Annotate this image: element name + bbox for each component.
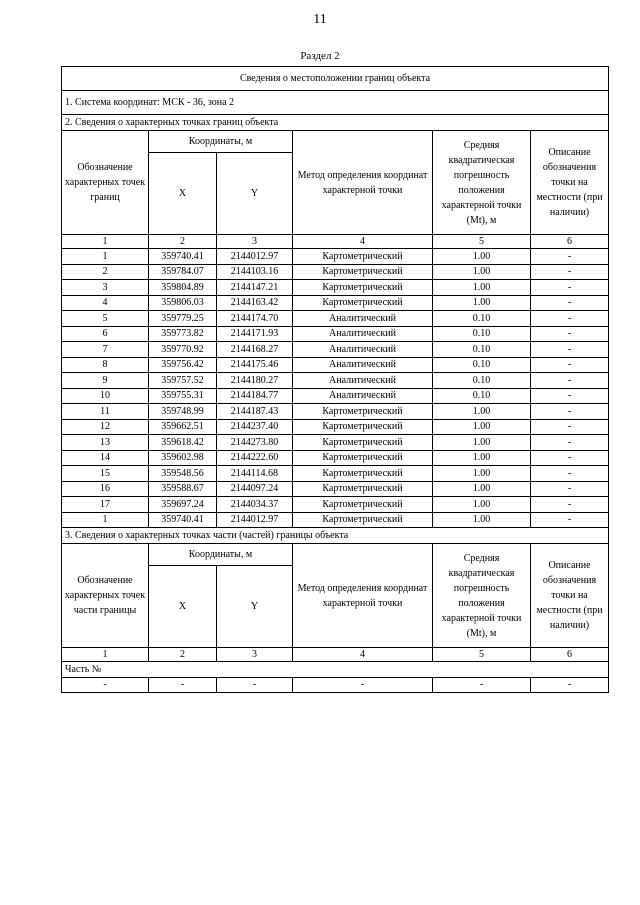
- table-cell: Картометрический: [293, 404, 433, 420]
- header-description: Описание обозначения точки на местности (при наличии): [531, 131, 609, 235]
- column-numbers-row: [62, 235, 609, 249]
- boundary-table: [61, 66, 609, 693]
- table-cell: 359804.89: [149, 280, 217, 296]
- table-cell: 359602.98: [149, 450, 217, 466]
- table-cell: -: [531, 419, 609, 435]
- table-cell: -: [531, 311, 609, 327]
- table-title: Сведения о местоположении границ объекта: [62, 67, 609, 91]
- table-cell: -: [531, 497, 609, 513]
- table-cell: 2144034.37: [217, 497, 293, 513]
- point-row: [62, 466, 609, 482]
- table-cell: -: [531, 249, 609, 265]
- column-number: 6: [531, 648, 609, 662]
- point-row: [62, 450, 609, 466]
- table-cell: -: [217, 677, 293, 693]
- table-cell: 359784.07: [149, 264, 217, 280]
- point-row: [62, 435, 609, 451]
- table-cell: 2144180.27: [217, 373, 293, 389]
- part-header-coords: Координаты, м: [149, 544, 293, 566]
- table-cell: Картометрический: [293, 466, 433, 482]
- table-cell: -: [531, 450, 609, 466]
- table-cell: 7: [62, 342, 149, 358]
- table-cell: -: [531, 481, 609, 497]
- point-row: [62, 404, 609, 420]
- column-number: 1: [62, 235, 149, 249]
- header-method: Метод определения координат характерной точки: [293, 131, 433, 235]
- column-number: 2: [149, 648, 217, 662]
- part-header-error: Средняя квадратическая погрешность положения характерной точки (Mt), м: [433, 544, 531, 648]
- table-cell: -: [531, 264, 609, 280]
- table-cell: 359806.03: [149, 295, 217, 311]
- point-row: [62, 481, 609, 497]
- point-row: [62, 249, 609, 265]
- table-cell: 359618.42: [149, 435, 217, 451]
- point-row: [62, 419, 609, 435]
- point-row: [62, 388, 609, 404]
- table-cell: 15: [62, 466, 149, 482]
- table-cell: 0.10: [433, 311, 531, 327]
- table-cell: Аналитический: [293, 326, 433, 342]
- table-cell: Картометрический: [293, 249, 433, 265]
- table-cell: 1.00: [433, 249, 531, 265]
- points-heading: 2. Сведения о характерных точках границ объекта: [62, 115, 609, 131]
- table-cell: -: [531, 342, 609, 358]
- table-cell: 1: [62, 512, 149, 528]
- table-cell: 3: [62, 280, 149, 296]
- table-cell: 359756.42: [149, 357, 217, 373]
- table-cell: -: [531, 435, 609, 451]
- table-cell: 2144184.77: [217, 388, 293, 404]
- table-cell: 1.00: [433, 264, 531, 280]
- table-cell: 359548.56: [149, 466, 217, 482]
- table-cell: Картометрический: [293, 497, 433, 513]
- table-cell: 1.00: [433, 450, 531, 466]
- column-number: 3: [217, 235, 293, 249]
- table-cell: 0.10: [433, 373, 531, 389]
- column-number: 1: [62, 648, 149, 662]
- table-cell: 5: [62, 311, 149, 327]
- column-number: 6: [531, 235, 609, 249]
- table-cell: Картометрический: [293, 450, 433, 466]
- table-cell: Картометрический: [293, 419, 433, 435]
- table-cell: 359662.51: [149, 419, 217, 435]
- table-cell: 1.00: [433, 512, 531, 528]
- table-cell: 0.10: [433, 357, 531, 373]
- table-cell: Аналитический: [293, 388, 433, 404]
- table-cell: -: [531, 295, 609, 311]
- table-cell: 2144174.70: [217, 311, 293, 327]
- table-cell: 2144012.97: [217, 512, 293, 528]
- table-cell: -: [149, 677, 217, 693]
- table-cell: Картометрический: [293, 435, 433, 451]
- column-number: 4: [293, 235, 433, 249]
- table-cell: 1.00: [433, 466, 531, 482]
- table-cell: 13: [62, 435, 149, 451]
- table-cell: 2144097.24: [217, 481, 293, 497]
- table-cell: 359588.67: [149, 481, 217, 497]
- point-row: [62, 326, 609, 342]
- point-row: [62, 280, 609, 296]
- table-cell: 2144163.42: [217, 295, 293, 311]
- header-designation: Обозначение характерных точек границ: [62, 131, 149, 235]
- table-cell: 4: [62, 295, 149, 311]
- table-cell: 8: [62, 357, 149, 373]
- table-cell: Аналитический: [293, 357, 433, 373]
- table-cell: 12: [62, 419, 149, 435]
- part-header-x: X: [149, 566, 217, 648]
- table-cell: 6: [62, 326, 149, 342]
- table-cell: 1.00: [433, 435, 531, 451]
- part-row: [62, 677, 609, 693]
- table-cell: -: [433, 677, 531, 693]
- column-number: 5: [433, 235, 531, 249]
- table-cell: -: [531, 388, 609, 404]
- table-cell: Картометрический: [293, 280, 433, 296]
- table-cell: 9: [62, 373, 149, 389]
- table-cell: 359697.24: [149, 497, 217, 513]
- table-cell: 0.10: [433, 388, 531, 404]
- part-header-method: Метод определения координат характерной точки: [293, 544, 433, 648]
- part-label: Часть №: [62, 662, 609, 678]
- point-row: [62, 342, 609, 358]
- table-cell: 2144187.43: [217, 404, 293, 420]
- table-cell: -: [293, 677, 433, 693]
- point-row: [62, 373, 609, 389]
- table-cell: 2144147.21: [217, 280, 293, 296]
- table-cell: Картометрический: [293, 481, 433, 497]
- point-row: [62, 357, 609, 373]
- table-cell: 17: [62, 497, 149, 513]
- table-cell: 359779.25: [149, 311, 217, 327]
- table-cell: 2144273.80: [217, 435, 293, 451]
- column-number: 5: [433, 648, 531, 662]
- header-error: Средняя квадратическая погрешность положения характерной точки (Mt), м: [433, 131, 531, 235]
- table-cell: 2144114.68: [217, 466, 293, 482]
- table-cell: 2144175.46: [217, 357, 293, 373]
- table-cell: -: [531, 512, 609, 528]
- header-x: X: [149, 153, 217, 235]
- table-cell: 2144103.16: [217, 264, 293, 280]
- page-number: 11: [313, 12, 327, 27]
- table-cell: 359740.41: [149, 249, 217, 265]
- table-cell: 2144012.97: [217, 249, 293, 265]
- table-cell: -: [531, 357, 609, 373]
- table-cell: -: [531, 677, 609, 693]
- table-cell: 1.00: [433, 404, 531, 420]
- table-cell: 359755.31: [149, 388, 217, 404]
- table-cell: -: [62, 677, 149, 693]
- point-row: [62, 295, 609, 311]
- table-cell: -: [531, 404, 609, 420]
- table-cell: 1.00: [433, 419, 531, 435]
- table-cell: 359757.52: [149, 373, 217, 389]
- table-cell: 10: [62, 388, 149, 404]
- table-cell: 0.10: [433, 342, 531, 358]
- table-cell: Аналитический: [293, 342, 433, 358]
- part-header-description: Описание обозначения точки на местности (при наличии): [531, 544, 609, 648]
- column-number: 4: [293, 648, 433, 662]
- table-cell: 0.10: [433, 326, 531, 342]
- table-cell: Аналитический: [293, 373, 433, 389]
- point-row: [62, 512, 609, 528]
- table-cell: -: [531, 326, 609, 342]
- part-column-numbers-row: [62, 648, 609, 662]
- point-row: [62, 311, 609, 327]
- table-cell: 1: [62, 249, 149, 265]
- table-cell: 1.00: [433, 481, 531, 497]
- column-number: 3: [217, 648, 293, 662]
- table-cell: 1.00: [433, 295, 531, 311]
- table-cell: 359773.82: [149, 326, 217, 342]
- table-cell: 1.00: [433, 280, 531, 296]
- table-cell: 359770.92: [149, 342, 217, 358]
- point-row: [62, 497, 609, 513]
- table-cell: Аналитический: [293, 311, 433, 327]
- coord-system: 1. Система координат: МСК - 36, зона 2: [62, 91, 609, 115]
- table-cell: 2144222.60: [217, 450, 293, 466]
- table-cell: -: [531, 466, 609, 482]
- table-cell: Картометрический: [293, 512, 433, 528]
- table-cell: 14: [62, 450, 149, 466]
- table-cell: 16: [62, 481, 149, 497]
- part-heading: 3. Сведения о характерных точках части (частей) границы объекта: [62, 528, 609, 544]
- section-title: Раздел 2: [300, 50, 340, 62]
- point-row: [62, 264, 609, 280]
- table-cell: 2144237.40: [217, 419, 293, 435]
- table-cell: Картометрический: [293, 295, 433, 311]
- table-cell: 2144171.93: [217, 326, 293, 342]
- table-cell: -: [531, 280, 609, 296]
- table-cell: 2: [62, 264, 149, 280]
- column-number: 2: [149, 235, 217, 249]
- table-cell: Картометрический: [293, 264, 433, 280]
- part-header-designation: Обозначение характерных точек части границы: [62, 544, 149, 648]
- table-cell: 359748.99: [149, 404, 217, 420]
- table-cell: 359740.41: [149, 512, 217, 528]
- table-cell: 2144168.27: [217, 342, 293, 358]
- table-cell: 11: [62, 404, 149, 420]
- table-cell: -: [531, 373, 609, 389]
- header-y: Y: [217, 153, 293, 235]
- table-cell: 1.00: [433, 497, 531, 513]
- part-header-y: Y: [217, 566, 293, 648]
- header-coords: Координаты, м: [149, 131, 293, 153]
